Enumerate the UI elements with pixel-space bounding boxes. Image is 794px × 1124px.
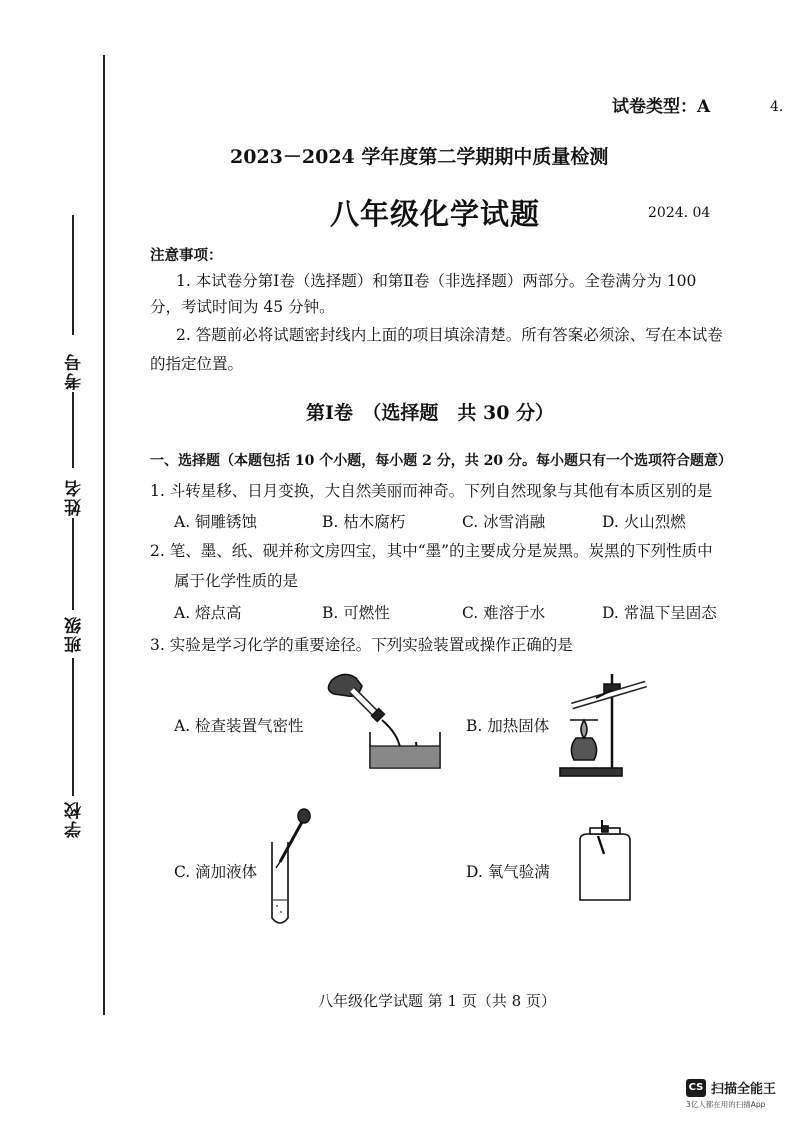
q1-option-b[interactable]: B. 枯木腐朽	[322, 513, 406, 531]
q1-stem: 1. 斗转星移、日月变换，大自然美丽而神奇。下列自然现象与其他有本质区别的是	[150, 482, 713, 500]
q1-option-d[interactable]: D. 火山烈燃	[602, 513, 686, 531]
q2-option-b[interactable]: B. 可燃性	[322, 604, 390, 622]
school-blank	[72, 658, 74, 796]
q3-option-b[interactable]: B. 加热固体	[466, 717, 550, 735]
notice-item2-line1: 2. 答题前必将试题密封线内上面的项目填涂清楚。所有答案必须涂、写在本试卷	[176, 326, 723, 344]
subject-title: 八年级化学试题	[330, 197, 541, 231]
q2-option-a[interactable]: A. 熔点高	[174, 604, 242, 622]
q1-option-a[interactable]: A. 铜雕锈蚀	[174, 513, 258, 531]
heating-solid-illustration	[554, 660, 664, 780]
q3-option-a[interactable]: A. 检查装置气密性	[174, 717, 304, 735]
corner-mark: 4.	[770, 99, 784, 115]
class-label: 班级	[65, 615, 85, 653]
part1-title: 第Ⅰ卷 （选择题 共 30 分）	[306, 402, 555, 424]
exam-title: 2023－2024 学年度第二学期期中质量检测	[230, 146, 609, 168]
q2-stem-line1: 2. 笔、墨、纸、砚并称文房四宝，其中“墨”的主要成分是炭黑。炭黑的下列性质中	[150, 542, 713, 560]
exam-number-blank	[72, 215, 74, 335]
q3-option-d[interactable]: D. 氧气验满	[466, 863, 550, 881]
q2-option-d[interactable]: D. 常温下呈固态	[602, 604, 717, 622]
notice-item2-line2: 的指定位置。	[150, 355, 244, 373]
name-blank	[72, 392, 74, 468]
q1-option-c[interactable]: C. 冰雪消融	[462, 513, 546, 531]
school-label: 学校	[65, 800, 85, 838]
q3-stem: 3. 实验是学习化学的重要途径。下列实验装置或操作正确的是	[150, 636, 573, 654]
exam-date: 2024. 04	[648, 205, 711, 221]
scanner-watermark	[686, 1078, 776, 1110]
notice-item1-line2: 分，考试时间为 45 分钟。	[150, 298, 335, 316]
name-label: 姓名	[65, 478, 85, 516]
class-blank	[72, 518, 74, 610]
q2-option-c[interactable]: C. 难溶于水	[462, 604, 546, 622]
scanner-tagline: 3亿人都在用的扫描App	[686, 1100, 766, 1109]
paper-type: 试卷类型：A	[612, 97, 711, 117]
notice-item1-line1: 1. 本试卷分第Ⅰ卷（选择题）和第Ⅱ卷（非选择题）两部分。全卷满分为 100	[176, 272, 697, 290]
oxygen-test-illustration	[570, 820, 640, 910]
q2-stem-line2: 属于化学性质的是	[174, 572, 299, 590]
scanner-logo-icon: CS	[686, 1079, 706, 1097]
scanner-app-name: 扫描全能王	[711, 1082, 777, 1097]
page-footer: 八年级化学试题 第 1 页（共 8 页）	[318, 992, 556, 1010]
section-heading: 一、选择题（本题包括 10 个小题，每小题 2 分，共 20 分。每小题只有一个选项符合题意）	[150, 453, 732, 469]
q3-option-c[interactable]: C. 滴加液体	[174, 863, 258, 881]
binding-line	[103, 55, 105, 1015]
notice-heading: 注意事项：	[150, 247, 223, 264]
airtightness-check-illustration	[312, 668, 452, 778]
dropping-liquid-illustration	[262, 808, 322, 928]
exam-number-label: 考号	[65, 352, 85, 390]
